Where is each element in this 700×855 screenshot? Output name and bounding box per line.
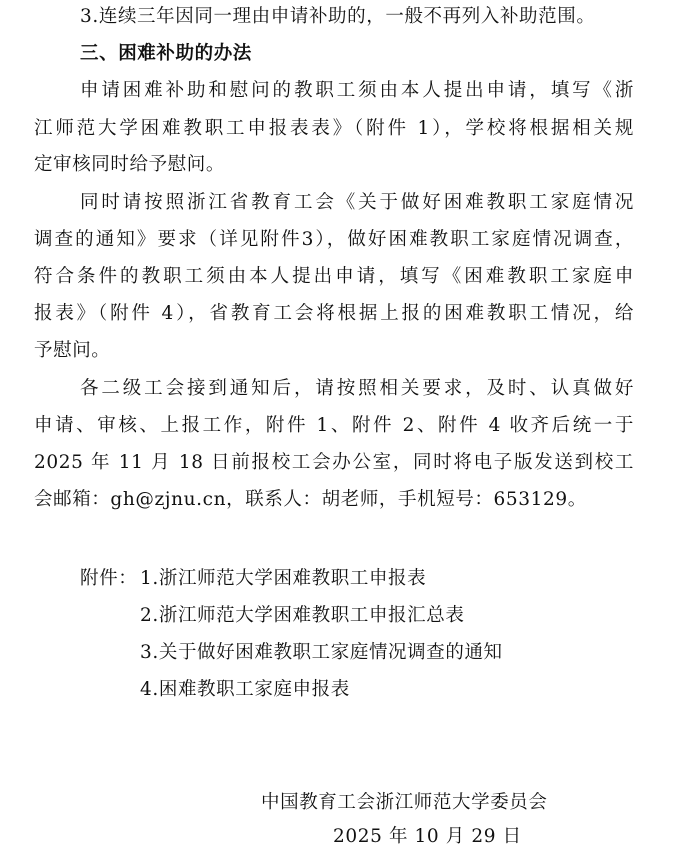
paragraph-2-line-2: 调查的通知》要求（详见附件3），做好困难教职工家庭情况调查， [34,229,634,250]
paragraph-2-line-4: 报表》（附件 4），省教育工会将根据上报的困难教职工情况，给 [34,303,634,324]
attachments-label: 附件： [80,568,138,589]
paragraph-3-line-2: 申请、审核、上报工作，附件 1、附件 2、附件 4 收齐后统一于 [34,415,634,436]
paragraph-3-line-4: 会邮箱：gh@zjnu.cn，联系人：胡老师，手机短号：653129。 [34,489,587,510]
paragraph-2-line-1: 同时请按照浙江省教育工会《关于做好困难教职工家庭情况 [80,192,634,213]
signature-date: 2025 年 10 月 29 日 [333,826,522,847]
attachment-item-3: 3.关于做好困难教职工家庭情况调查的通知 [140,642,503,663]
section-heading: 三、困难补助的办法 [80,43,252,64]
attachment-item-4: 4.困难教职工家庭申报表 [140,679,350,700]
attachment-item-2: 2.浙江师范大学困难教职工申报汇总表 [140,605,465,626]
paragraph-2-line-3: 符合条件的教职工须由本人提出申请，填写《困难教职工家庭申 [34,266,634,287]
paragraph-1-line-2: 江师范大学困难教职工申报表表》（附件 1），学校将根据相关规 [34,118,634,139]
list-item-3: 3.连续三年因同一理由申请补助的，一般不再列入补助范围。 [80,6,596,27]
paragraph-1-line-3: 定审核同时给予慰问。 [34,154,226,175]
attachment-item-1: 1.浙江师范大学困难教职工申报表 [140,568,427,589]
paragraph-3-line-3: 2025 年 11 月 18 日前报校工会办公室，同时将电子版发送到校工 [34,452,634,473]
signature-organization: 中国教育工会浙江师范大学委员会 [261,792,548,813]
paragraph-3-line-1: 各二级工会接到通知后，请按照相关要求，及时、认真做好 [80,378,634,399]
paragraph-2-line-5: 予慰问。 [34,340,111,361]
paragraph-1-line-1: 申请困难补助和慰问的教职工须由本人提出申请，填写《浙 [80,80,634,101]
